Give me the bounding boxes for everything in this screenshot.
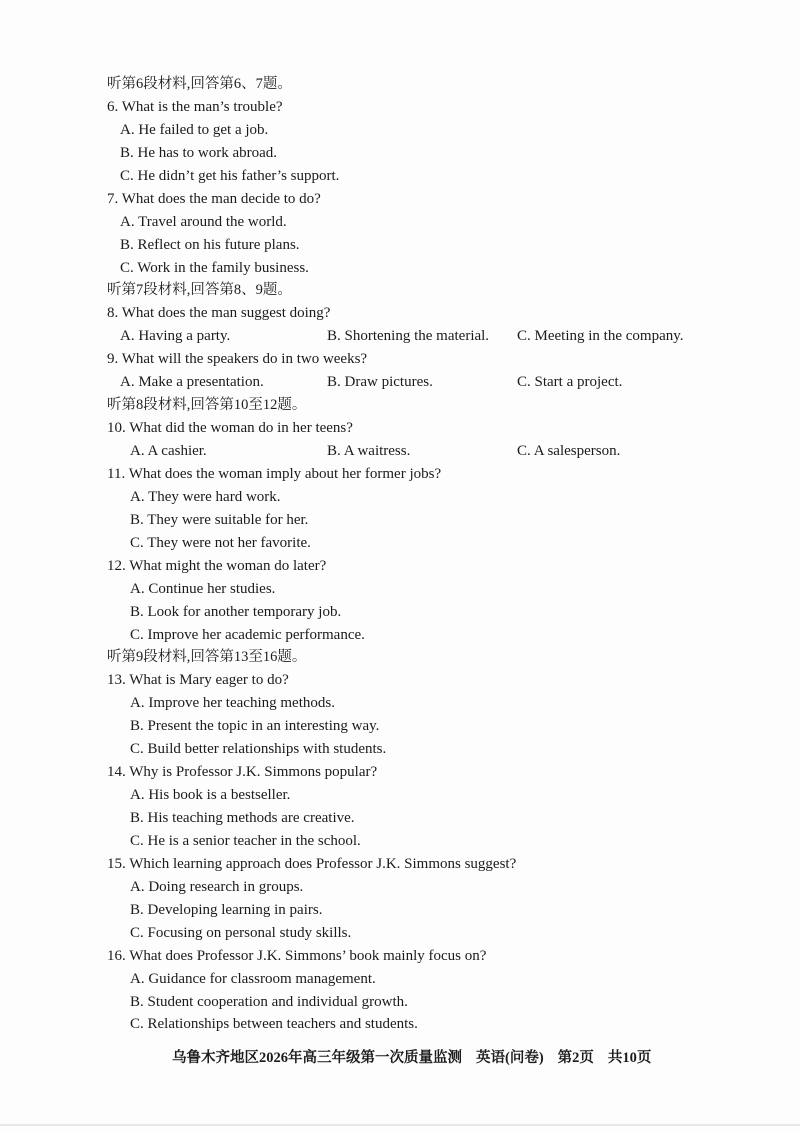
section-header: 听第8段材料,回答第10至12题。 [107, 397, 307, 414]
question-number: 12. [107, 557, 126, 574]
option-label: B. [130, 810, 144, 826]
option-label: A. [120, 374, 135, 391]
option-c [517, 371, 622, 394]
option-label: B. [130, 511, 144, 528]
question-text: What did the woman do in her teens? [129, 420, 353, 437]
option-label: B. [327, 374, 341, 391]
question-number: 14. [107, 764, 126, 781]
option-c [517, 440, 620, 463]
option-b [107, 234, 767, 257]
option-text: His book is a bestseller. [148, 787, 291, 804]
option-c [107, 922, 767, 945]
option-label: C. [130, 534, 144, 551]
scan-bottom-edge [0, 1124, 800, 1126]
option-b [107, 899, 767, 922]
option-text: Look for another temporary job. [147, 603, 342, 620]
option-text: A cashier. [147, 443, 207, 459]
question-number: 7. [107, 190, 119, 207]
option-label: B. [120, 144, 134, 161]
option-text: He is a senior teacher in the school. [147, 832, 361, 849]
option-a [120, 371, 264, 394]
question-number: 13. [107, 672, 126, 689]
options-row [107, 440, 767, 463]
question-number: 15. [107, 855, 126, 872]
option-text: Travel around the world. [138, 213, 287, 230]
option-text: Developing learning in pairs. [147, 901, 323, 918]
option-b [107, 509, 767, 532]
option-label: A. [130, 970, 145, 987]
option-a [107, 578, 767, 601]
option-a [107, 119, 767, 142]
option-label: A. [130, 580, 145, 597]
option-text: Having a party. [138, 328, 231, 345]
option-c [107, 624, 767, 647]
question-text: What will the speakers do in two weeks? [121, 351, 368, 368]
option-c [107, 1013, 767, 1036]
option-label: C. [517, 443, 531, 459]
option-label: C. [130, 741, 144, 758]
option-a [107, 692, 767, 715]
option-label: B. [327, 328, 341, 345]
option-label: B. [130, 603, 144, 620]
option-text: His teaching methods are creative. [147, 810, 355, 826]
page-footer [172, 1047, 651, 1069]
question-number: 6. [107, 98, 119, 115]
option-a [107, 784, 767, 807]
option-text: Build better relationships with students. [147, 741, 387, 758]
question-text: What is the man’s trouble? [121, 98, 283, 115]
question-text: What does the woman imply about her former jobs? [128, 465, 442, 482]
question-text: What does the man decide to do? [121, 190, 321, 207]
option-c [107, 738, 767, 761]
option-label: A. [130, 787, 145, 804]
option-b [107, 991, 767, 1014]
option-a [130, 440, 207, 463]
option-label: B. [130, 901, 144, 918]
question-15 [107, 853, 767, 876]
page-number: 第2页 [557, 1050, 594, 1066]
option-a [107, 968, 767, 991]
option-label: C. [130, 626, 144, 643]
option-label: C. [120, 167, 134, 184]
option-text: Present the topic in an interesting way. [147, 718, 380, 735]
option-text: They were suitable for her. [147, 511, 309, 528]
option-text: A waitress. [343, 443, 411, 459]
option-label: A. [130, 878, 145, 895]
option-c [107, 257, 767, 280]
option-a [107, 211, 767, 234]
option-text: They were not her favorite. [147, 534, 311, 551]
option-text: Focusing on personal study skills. [147, 924, 352, 941]
question-13 [107, 669, 767, 692]
option-label: B. [327, 443, 341, 459]
question-10 [107, 417, 767, 440]
question-11 [107, 463, 767, 486]
option-text: Relationships between teachers and students. [147, 1016, 418, 1033]
option-label: B. [130, 993, 144, 1010]
option-text: Reflect on his future plans. [137, 236, 300, 253]
options-row [107, 325, 767, 348]
option-text: He has to work abroad. [137, 144, 278, 161]
question-text: Why is Professor J.K. Simmons popular? [129, 764, 378, 781]
question-7 [107, 188, 767, 211]
option-c [107, 830, 767, 853]
question-14 [107, 761, 767, 784]
question-text: What does the man suggest doing? [121, 305, 331, 322]
option-b [327, 325, 489, 348]
option-text: Doing research in groups. [148, 878, 304, 895]
question-8 [107, 302, 767, 325]
option-a [120, 325, 230, 348]
option-b [107, 807, 767, 830]
option-label: C. [130, 924, 144, 941]
option-text: He didn’t get his father’s support. [137, 167, 340, 184]
section-header: 听第7段材料,回答第8、9题。 [107, 282, 292, 299]
option-text: Continue her studies. [148, 580, 276, 597]
option-b [327, 371, 433, 394]
question-12 [107, 555, 767, 578]
option-text: He failed to get a job. [138, 121, 269, 138]
question-text: Which learning approach does Professor J.K. Simmons suggest? [129, 855, 517, 872]
option-b [107, 142, 767, 165]
option-label: C. [130, 832, 144, 849]
option-text: Draw pictures. [344, 374, 433, 391]
option-b [327, 440, 410, 463]
question-16 [107, 945, 767, 968]
question-number: 16. [107, 947, 126, 964]
option-label: A. [120, 121, 135, 138]
option-text: They were hard work. [148, 488, 281, 505]
option-b [107, 715, 767, 738]
question-number: 10. [107, 420, 126, 437]
question-9 [107, 348, 767, 371]
options-row [107, 371, 767, 394]
question-text: What might the woman do later? [129, 557, 327, 574]
option-text: Work in the family business. [137, 259, 309, 276]
option-label: A. [130, 695, 145, 712]
question-text: What is Mary eager to do? [129, 672, 289, 689]
option-label: C. [517, 328, 531, 345]
option-text: Student cooperation and individual growth. [147, 993, 408, 1010]
option-text: Guidance for classroom management. [148, 970, 376, 987]
question-number: 8. [107, 305, 119, 322]
option-label: A. [120, 213, 135, 230]
exam-title: 乌鲁木齐地区2026年高三年级第一次质量监测 [172, 1050, 462, 1066]
option-text: Meeting in the company. [534, 328, 684, 345]
option-label: A. [130, 488, 145, 505]
option-label: C. [120, 259, 134, 276]
option-text: A salesperson. [533, 443, 621, 459]
question-text: What does Professor J.K. Simmons’ book mainly focus on? [129, 947, 487, 964]
option-text: Shortening the material. [344, 328, 490, 345]
option-a [107, 486, 767, 509]
option-label: B. [130, 718, 144, 735]
option-text: Improve her academic performance. [147, 626, 365, 643]
option-label: C. [517, 374, 531, 391]
question-6 [107, 96, 767, 119]
option-b [107, 601, 767, 624]
subject-label: 英语(问卷) [476, 1050, 544, 1066]
option-label: C. [130, 1016, 144, 1033]
question-number: 9. [107, 351, 119, 368]
question-list [107, 73, 767, 1036]
option-text: Make a presentation. [138, 374, 264, 391]
option-label: A. [130, 443, 145, 459]
question-number: 11. [107, 465, 126, 482]
section-header: 听第6段材料,回答第6、7题。 [107, 76, 292, 92]
section-header: 听第9段材料,回答第13至16题。 [107, 649, 307, 666]
option-c [107, 165, 767, 188]
option-label: A. [120, 328, 135, 345]
option-a [107, 876, 767, 899]
option-c [107, 532, 767, 555]
page-total: 共10页 [607, 1050, 652, 1066]
option-c [517, 325, 684, 348]
option-text: Improve her teaching methods. [148, 695, 335, 712]
option-label: B. [120, 236, 134, 253]
option-text: Start a project. [534, 374, 623, 391]
